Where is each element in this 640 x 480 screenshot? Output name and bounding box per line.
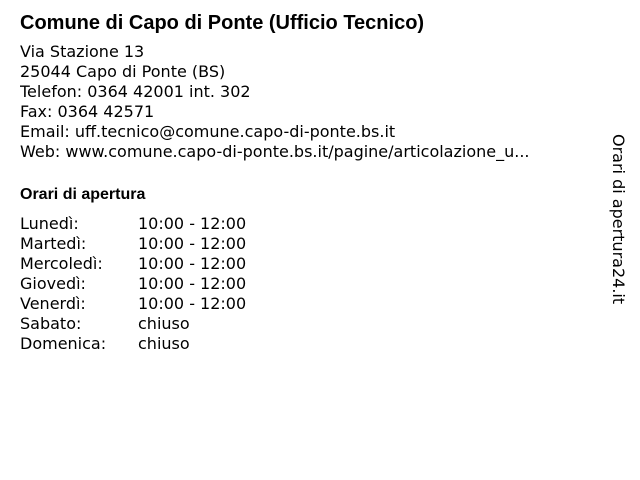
hours-day: Lunedì:: [20, 214, 79, 233]
hours-day: Mercoledì:: [20, 254, 103, 273]
hours-time: 10:00 - 12:00: [138, 234, 247, 253]
fax-row: [20, 102, 600, 122]
hours-day: Venerdì:: [20, 294, 86, 313]
hours-time: 10:00 - 12:00: [138, 254, 247, 273]
office-card: [20, 10, 600, 354]
brand-watermark: Orari di apertura24.it: [609, 134, 628, 305]
email-link[interactable]: uff.tecnico@comune.capo-di-ponte.bs.it: [74, 122, 396, 141]
hours-time: 10:00 - 12:00: [138, 294, 247, 313]
hours-day: Domenica:: [20, 334, 107, 353]
hours-day: Sabato:: [20, 314, 82, 333]
email-row: [20, 122, 600, 142]
hours-row: [20, 214, 246, 234]
email-label: Email:: [20, 122, 70, 141]
web-link[interactable]: www.comune.capo-di-ponte.bs.it/pagine/articolazione_u...: [65, 142, 530, 161]
hours-row: [20, 234, 246, 254]
hours-time: 10:00 - 12:00: [138, 274, 247, 293]
address-line-street: Via Stazione 13: [20, 42, 145, 61]
phone-label: Telefon:: [20, 82, 83, 101]
hours-time: chiuso: [138, 314, 190, 333]
hours-row: [20, 274, 246, 294]
hours-row: [20, 294, 246, 314]
office-title: Comune di Capo di Ponte (Ufficio Tecnico): [20, 12, 425, 34]
address-line-city: 25044 Capo di Ponte (BS): [20, 62, 226, 81]
web-row: [20, 142, 600, 162]
hours-row: [20, 334, 246, 354]
hours-row: [20, 254, 246, 274]
phone-row: [20, 82, 600, 102]
hours-time: chiuso: [138, 334, 190, 353]
web-label: Web:: [20, 142, 61, 161]
phone-number[interactable]: 0364 42001 int. 302: [87, 82, 251, 101]
fax-label: Fax:: [20, 102, 53, 121]
hours-day: Martedì:: [20, 234, 87, 253]
hours-time: 10:00 - 12:00: [138, 214, 247, 233]
fax-number: 0364 42571: [57, 102, 155, 121]
hours-row: [20, 314, 246, 334]
hours-day: Giovedì:: [20, 274, 86, 293]
opening-hours-table: [20, 214, 246, 354]
opening-hours-title: Orari di apertura: [20, 186, 146, 203]
